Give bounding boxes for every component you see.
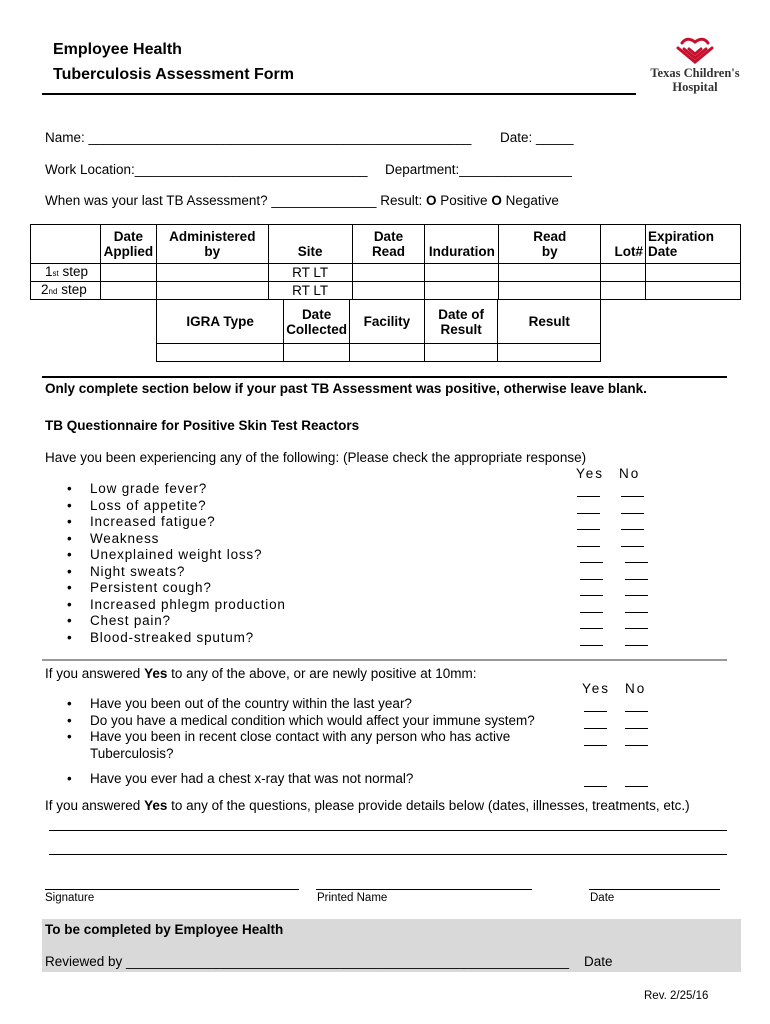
followup-list-2 — [63, 771, 413, 788]
skin-test-table — [30, 224, 741, 300]
details-line-1[interactable] — [49, 830, 727, 831]
employee-health-heading: To be completed by Employee Health — [45, 922, 284, 937]
negative-radio[interactable]: O — [491, 193, 502, 208]
cell-site-1[interactable]: RT LT — [268, 264, 352, 282]
col-induration: Induration — [425, 225, 499, 264]
no-blank[interactable] — [625, 786, 648, 787]
col-result: Result — [498, 300, 601, 344]
cell-lot-2[interactable] — [601, 282, 646, 300]
list-item: • Blood-streaked sputum? — [63, 630, 286, 647]
last-tb-assessment-field[interactable] — [45, 193, 559, 208]
logo-text-line1: Texas Children's — [650, 66, 740, 80]
col-administered-by: Administered by — [156, 225, 268, 264]
no-blank[interactable] — [625, 745, 648, 746]
cell-date-read-2[interactable] — [352, 282, 425, 300]
list-item: • Persistent cough? — [63, 580, 286, 597]
cell-date-applied-1[interactable] — [100, 264, 156, 282]
signature-label: Signature — [45, 892, 95, 904]
yes-blank[interactable] — [584, 745, 607, 746]
positive-only-note: Only complete section below if your past TB Assessment was positive, otherwise leave blank. — [45, 381, 647, 396]
no-blank[interactable] — [625, 579, 648, 580]
col-date-collected: Date Collected — [284, 300, 350, 344]
details-line-2[interactable] — [49, 854, 727, 855]
yes-blank[interactable] — [577, 546, 600, 547]
yes-header: Yes — [576, 466, 605, 481]
cell-administered-1[interactable] — [156, 264, 268, 282]
yes-blank[interactable] — [584, 711, 607, 712]
yes-blank[interactable] — [580, 579, 603, 580]
list-item: • Chest pain? — [63, 613, 286, 630]
cell-date-applied-2[interactable] — [100, 282, 156, 300]
cell-expiration-1[interactable] — [646, 264, 741, 282]
symptom-list — [63, 481, 286, 646]
last-tb-label: When was your last TB Assessment? ______________ Result: — [45, 193, 423, 208]
reviewed-by-field[interactable]: Reviewed by ___________________________________________________________ — [45, 954, 570, 969]
row-1st-step-label: 1st step — [31, 264, 101, 282]
no-blank[interactable] — [621, 546, 644, 547]
yes-blank[interactable] — [584, 786, 607, 787]
section-divider — [42, 376, 727, 378]
cell-date-collected[interactable] — [284, 344, 350, 362]
yes-blank[interactable] — [577, 513, 600, 514]
followup-list — [63, 696, 535, 762]
list-item: • Night sweats? — [63, 564, 286, 581]
department-field[interactable]: Department:_______________ — [385, 162, 572, 177]
reviewed-date-label: Date — [584, 954, 613, 969]
no-header: No — [619, 466, 641, 481]
list-item: • Increased phlegm production — [63, 597, 286, 614]
signature-line[interactable] — [45, 889, 299, 890]
cell-date-of-result[interactable] — [424, 344, 498, 362]
no-blank[interactable] — [625, 595, 648, 596]
yes-blank[interactable] — [580, 612, 603, 613]
form-title-line1: Employee Health — [53, 41, 182, 58]
cell-read-by-1[interactable] — [499, 264, 601, 282]
no-blank[interactable] — [621, 529, 644, 530]
cell-facility[interactable] — [349, 344, 424, 362]
col-site: Site — [268, 225, 352, 264]
positive-radio[interactable]: O — [426, 193, 437, 208]
name-field[interactable]: Name: ___________________________________________________ — [45, 130, 472, 145]
list-item: • Have you been in recent close contact with any person who has active Tuberculosis? — [63, 729, 535, 762]
cell-igra-type[interactable] — [157, 344, 284, 362]
followup-intro: If you answered Yes to any of the above, or are newly positive at 10mm: — [45, 666, 477, 681]
form-title-line2: Tuberculosis Assessment Form — [53, 66, 294, 83]
col-igra-type: IGRA Type — [157, 300, 284, 344]
list-item: • Have you been out of the country within the last year? — [63, 696, 535, 713]
list-item: • Have you ever had a chest x-ray that was not normal? — [63, 771, 413, 788]
no-blank[interactable] — [625, 728, 648, 729]
list-item: • Unexplained weight loss? — [63, 547, 286, 564]
no-header-2: No — [625, 681, 647, 696]
cell-induration-1[interactable] — [425, 264, 499, 282]
col-expiration-date: Expiration Date — [646, 225, 741, 264]
questionnaire-intro: Have you been experiencing any of the following: (Please check the appropriate response) — [45, 450, 587, 465]
printed-name-line[interactable] — [316, 889, 532, 890]
no-blank[interactable] — [621, 513, 644, 514]
positive-label: Positive — [440, 193, 488, 208]
cell-expiration-2[interactable] — [646, 282, 741, 300]
no-blank[interactable] — [625, 628, 648, 629]
yes-blank[interactable] — [580, 628, 603, 629]
yes-blank[interactable] — [580, 645, 603, 646]
col-lot: Lot# — [601, 225, 646, 264]
details-instructions: If you answered Yes to any of the questions, please provide details below (dates, illnesses, treatments, etc.) — [45, 798, 690, 813]
col-date-read: Date Read — [352, 225, 425, 264]
work-location-field[interactable]: Work Location:_______________________________ — [45, 162, 368, 177]
yes-blank[interactable] — [584, 728, 607, 729]
logo-text-line2: Hospital — [672, 80, 718, 94]
date-field[interactable]: Date: _____ — [500, 130, 574, 145]
no-blank[interactable] — [621, 496, 644, 497]
list-item: • Do you have a medical condition which would affect your immune system? — [63, 713, 535, 730]
heart-icon — [645, 34, 745, 68]
cell-administered-2[interactable] — [156, 282, 268, 300]
cell-site-2[interactable]: RT LT — [268, 282, 352, 300]
yes-blank[interactable] — [577, 529, 600, 530]
row-2nd-step-label: 2nd step — [31, 282, 101, 300]
cell-induration-2[interactable] — [425, 282, 499, 300]
list-item: • Weakness — [63, 531, 286, 548]
signature-date-line[interactable] — [589, 889, 720, 890]
yes-blank[interactable] — [577, 496, 600, 497]
no-blank[interactable] — [625, 645, 648, 646]
no-blank[interactable] — [625, 711, 648, 712]
printed-name-label: Printed Name — [317, 892, 388, 904]
list-item: • Increased fatigue? — [63, 514, 286, 531]
no-blank[interactable] — [625, 562, 648, 563]
col-date-applied: Date Applied — [100, 225, 156, 264]
table-corner-cell — [31, 225, 101, 264]
yes-header-2: Yes — [582, 681, 611, 696]
col-read-by: Read by — [499, 225, 601, 264]
hospital-logo — [645, 34, 745, 96]
cell-lot-1[interactable] — [601, 264, 646, 282]
igra-table — [156, 299, 601, 362]
cell-read-by-2[interactable] — [499, 282, 601, 300]
revision-date: Rev. 2/25/16 — [644, 990, 709, 1002]
followup-divider — [42, 659, 727, 661]
negative-label: Negative — [505, 193, 559, 208]
cell-date-read-1[interactable] — [352, 264, 425, 282]
cell-result[interactable] — [498, 344, 601, 362]
header-rule — [42, 93, 636, 95]
yes-blank[interactable] — [580, 595, 603, 596]
list-item: • Loss of appetite? — [63, 498, 286, 515]
col-facility: Facility — [349, 300, 424, 344]
no-blank[interactable] — [625, 612, 648, 613]
yes-blank[interactable] — [580, 562, 603, 563]
list-item: • Low grade fever? — [63, 481, 286, 498]
questionnaire-title: TB Questionnaire for Positive Skin Test Reactors — [45, 418, 360, 433]
col-date-of-result: Date of Result — [424, 300, 498, 344]
signature-date-label: Date — [590, 892, 615, 904]
